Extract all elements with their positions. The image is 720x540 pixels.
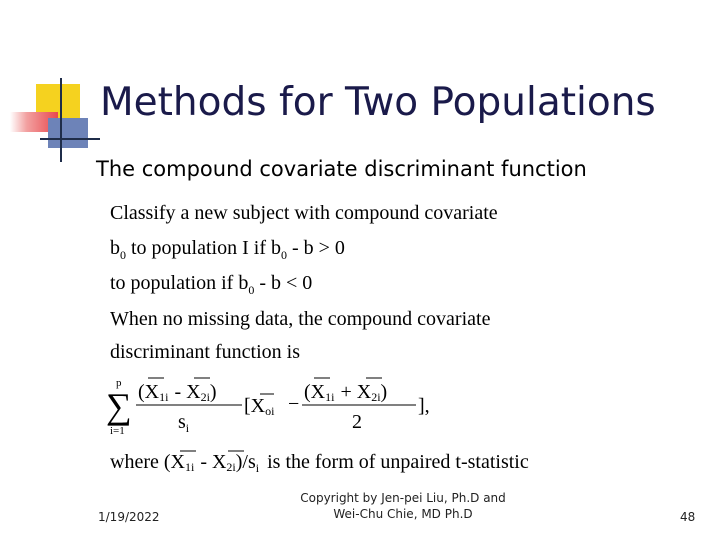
where-1: where (X	[110, 451, 185, 473]
den2: 2	[352, 411, 362, 433]
b0-symbol: b	[110, 237, 120, 259]
where-sub1: 1i	[184, 460, 195, 474]
body-line-3	[110, 272, 312, 298]
where-4: is the form of unpaired t-statistic	[267, 451, 529, 473]
body-line-2-condition: - b > 0	[291, 237, 345, 259]
b0-subscript-3: 0	[248, 283, 255, 297]
sum-upper-limit: p	[116, 377, 122, 389]
footer-copyright-line-1: Copyright by Jen-pei Liu, Ph.D and	[300, 491, 506, 505]
num1-open: (X	[138, 381, 160, 403]
svg-text:(X1i+ X2i)	[304, 381, 387, 404]
body-line-5-text: discriminant function is	[110, 341, 300, 363]
footer-date: 1/19/2022	[98, 510, 160, 524]
sigma-symbol: ∑	[106, 386, 132, 426]
where-sub3: i	[255, 461, 260, 475]
body-line-2	[110, 237, 345, 263]
den1-sub: i	[185, 421, 190, 435]
decor-blue-square	[48, 118, 88, 148]
decor-horizontal-line	[40, 138, 100, 140]
bracket-open: [X	[244, 395, 266, 417]
b0-subscript: 0	[120, 248, 126, 262]
body-line-2-text: to population I if b	[131, 237, 281, 259]
where-sub2: 2i	[226, 460, 236, 474]
body-line-4-text: When no missing data, the compound covariate	[110, 308, 491, 330]
svg-text:si	[178, 411, 190, 435]
sum-lower-limit: i=1	[110, 425, 125, 437]
num2-close: )	[380, 381, 388, 403]
num2-open: (X	[304, 381, 326, 403]
svg-text:(X1i- X2i)	[138, 381, 217, 404]
den1-s: s	[178, 411, 186, 433]
footer-copyright	[292, 490, 514, 522]
slide-subtitle: The compound covariate discriminant function	[96, 157, 587, 181]
num1-close: )	[209, 381, 217, 403]
num1-minus: - X	[174, 381, 201, 403]
footer-page-number: 48	[680, 510, 696, 524]
bracket-sub: oi	[265, 404, 275, 418]
body-line-4	[110, 308, 490, 331]
num2-sub2: 2i	[371, 390, 381, 404]
b0-subscript-2: 0	[280, 248, 287, 262]
num2-sub1: 1i	[325, 390, 335, 404]
svg-text:[Xoi	[244, 395, 275, 418]
body-line-3-condition: - b < 0	[259, 272, 313, 294]
minus-sign: −	[288, 393, 300, 415]
footer-copyright-line-2: Wei-Chu Chie, MD Ph.D	[333, 507, 473, 521]
svg-text:where (X1i- X2i)/siis the form	[110, 451, 529, 475]
body-line-5	[110, 341, 300, 364]
bracket-close: ],	[418, 395, 430, 417]
body-line-3-text: to population if b	[110, 272, 249, 294]
body-line-1	[110, 202, 498, 225]
num1-sub2: 2i	[200, 390, 210, 404]
num1-sub1: 1i	[159, 390, 169, 404]
slide-title: Methods for Two Populations	[100, 80, 656, 125]
decor-vertical-line	[60, 78, 62, 162]
num2-plus: + X	[340, 381, 372, 403]
where-line	[110, 448, 630, 476]
where-3: )/s	[235, 451, 256, 473]
discriminant-formula	[104, 372, 464, 442]
where-2: - X	[200, 451, 227, 473]
body-line-1-text: Classify a new subject with compound covariate	[110, 202, 498, 224]
